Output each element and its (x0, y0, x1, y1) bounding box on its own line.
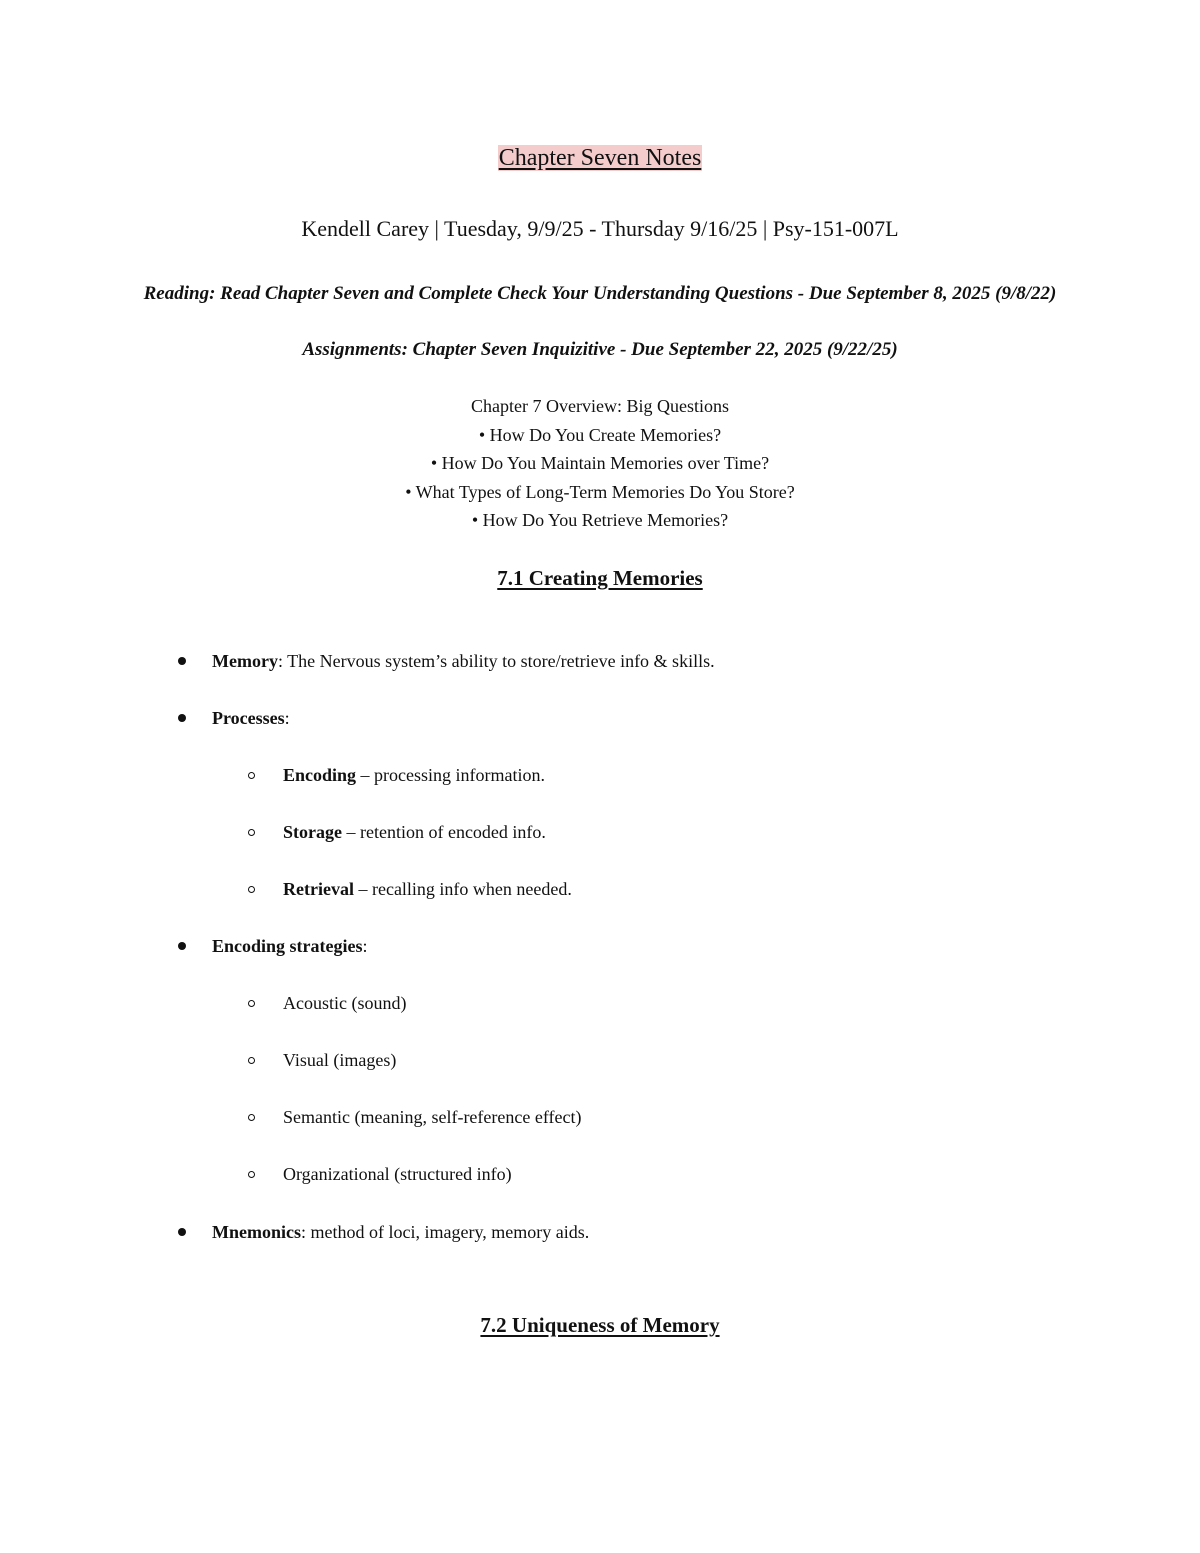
definition-mnemonics: : method of loci, imagery, memory aids. (301, 1222, 590, 1242)
overview-heading: Chapter 7 Overview: Big Questions (471, 396, 729, 416)
definition-encoding: – processing information. (356, 765, 545, 785)
byline: Kendell Carey | Tuesday, 9/9/25 - Thursday 9/16/25 | Psy-151-007L (301, 216, 899, 241)
bullet-disc (178, 657, 186, 665)
bullet-disc (178, 714, 186, 722)
document-title (0, 142, 1200, 174)
list-item-strategy: Organizational (structured info) (283, 1164, 512, 1184)
definition-storage: – retention of encoded info. (341, 822, 546, 842)
bullet-disc (178, 1228, 186, 1236)
list-item-encoding (283, 762, 545, 788)
term-memory: Memory (212, 651, 278, 671)
overview-question: • What Types of Long-Term Memories Do You Store? (405, 481, 795, 502)
definition-memory: : The Nervous system’s ability to store/retrieve info & skills. (277, 651, 715, 671)
term-retrieval: Retrieval (283, 879, 354, 899)
list-item-processes (212, 705, 290, 731)
bullet-circle (248, 1000, 255, 1007)
section-heading-7-1: 7.1 Creating Memories (497, 566, 703, 590)
bullet-circle (248, 886, 255, 893)
term-encoding: Encoding (283, 765, 357, 785)
list-item-strategy: Visual (images) (283, 1050, 397, 1070)
processes-colon: : (284, 708, 290, 728)
definition-retrieval: – recalling info when needed. (353, 879, 572, 899)
bullet-disc (178, 942, 186, 950)
bullet-circle (248, 1171, 255, 1178)
list-item-mnemonics (212, 1219, 589, 1245)
list-item-strategy: Semantic (meaning, self-reference effect) (283, 1107, 582, 1127)
list-item-strategy: Acoustic (sound) (283, 993, 407, 1013)
overview-question: • How Do You Maintain Memories over Time? (430, 453, 770, 473)
bullet-circle (248, 1114, 255, 1121)
list-item-memory (212, 648, 715, 674)
title-text: Chapter Seven Notes (498, 145, 702, 171)
term-storage: Storage (283, 822, 342, 842)
list-item-storage (283, 819, 546, 845)
encoding-strategies-colon: : (362, 936, 368, 956)
bullet-circle (248, 1057, 255, 1064)
reading-assignment: Reading: Read Chapter Seven and Complete Check Your Understanding Questions - Due September 8, 2025 (9/8/22) (143, 283, 1057, 304)
bullet-circle (248, 772, 255, 779)
list-item-encoding-strategies (212, 933, 368, 959)
term-encoding-strategies: Encoding strategies (212, 936, 363, 956)
assignments-line: Assignments: Chapter Seven Inquizitive - Due September 22, 2025 (9/22/25) (302, 339, 898, 360)
section-heading-7-2: 7.2 Uniqueness of Memory (480, 1313, 720, 1337)
list-item-retrieval (283, 876, 572, 902)
bullet-circle (248, 829, 255, 836)
term-mnemonics: Mnemonics (212, 1222, 301, 1242)
overview-question: • How Do You Create Memories? (478, 424, 722, 445)
overview-block (0, 392, 1200, 535)
overview-question: • How Do You Retrieve Memories? (471, 510, 729, 530)
term-processes: Processes (212, 708, 285, 728)
